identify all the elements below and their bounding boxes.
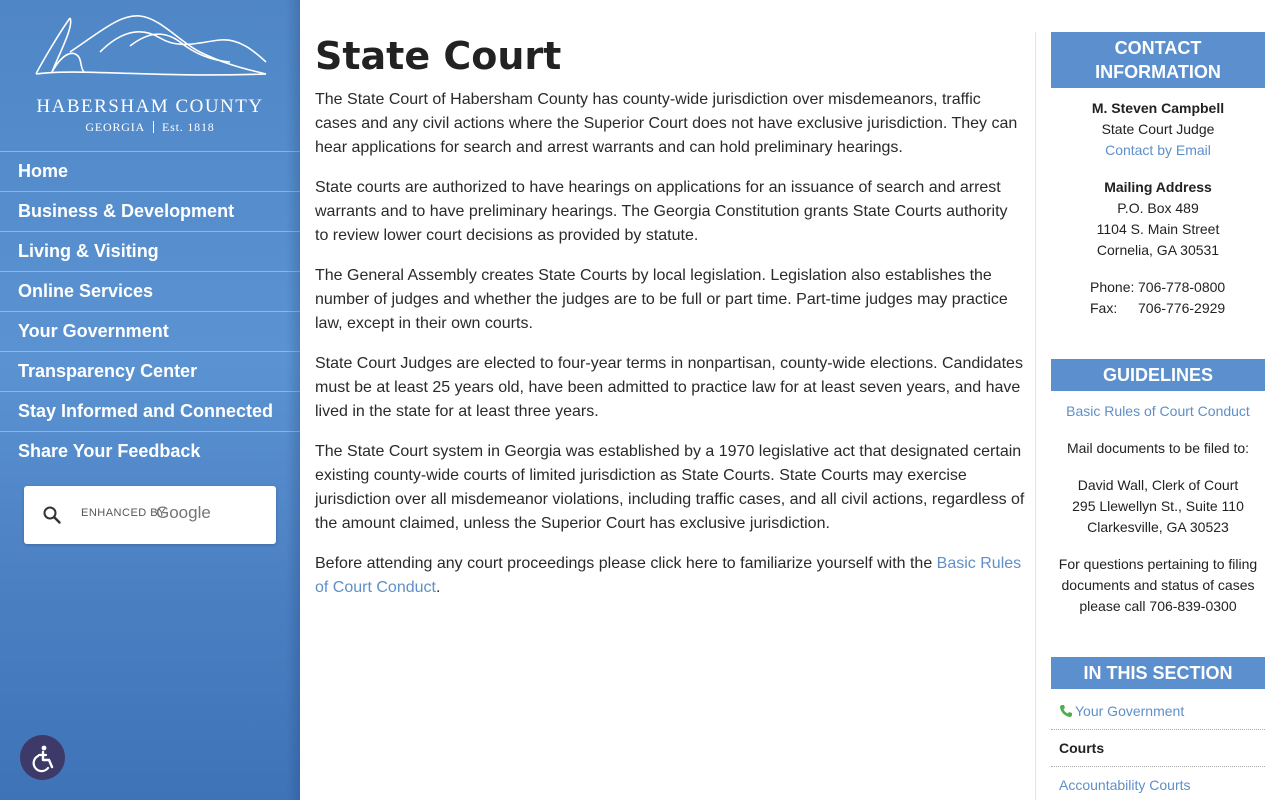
paragraph-jurisdiction: The State Court of Habersham County has county-wide jurisdiction over misdemeanors, traffic cases and any civil actions where the Superior Court does not have exclusive jurisdiction. They can hear applications for search and arrest warrants and can hold preliminary hearings. xyxy=(315,91,1018,156)
phone-label: Phone: xyxy=(1090,279,1135,295)
guidelines-info xyxy=(1051,391,1265,617)
phone-number[interactable]: 706-778-0800 xyxy=(1138,279,1226,295)
section-item-your-government[interactable] xyxy=(1051,693,1265,730)
logo-title: HABERSHAM COUNTY xyxy=(36,96,264,117)
right-sidebar xyxy=(1051,32,1265,800)
logo-subtitle xyxy=(30,120,270,135)
address-line-1: P.O. Box 489 xyxy=(1117,200,1199,216)
accessibility-icon xyxy=(28,743,58,773)
mailing-heading: Mailing Address xyxy=(1104,179,1212,195)
logo-sub-established: Est. 1818 xyxy=(162,120,215,134)
section-item-label: Your Government xyxy=(1075,703,1185,719)
google-brand: Google xyxy=(156,503,211,522)
rules-link[interactable]: Basic Rules of Court Conduct xyxy=(315,555,1022,596)
page-title: State Court xyxy=(315,34,562,78)
in-section-list xyxy=(1051,689,1265,800)
nav-item-online-services[interactable]: Online Services xyxy=(0,271,300,311)
search-box xyxy=(24,486,276,544)
nav-item-stay-informed[interactable]: Stay Informed and Connected xyxy=(0,391,300,431)
nav-item-home[interactable]: Home xyxy=(0,151,300,191)
logo-sub-state: GEORGIA xyxy=(85,120,146,134)
fax-number: 706-776-2929 xyxy=(1138,300,1226,316)
contact-heading: CONTACT INFORMATION xyxy=(1051,32,1265,88)
sidebar xyxy=(0,0,300,800)
fax-label: Fax: xyxy=(1090,300,1118,316)
contact-email-link[interactable]: Contact by Email xyxy=(1105,142,1211,158)
column-divider xyxy=(1035,32,1036,800)
address-line-2: 1104 S. Main Street xyxy=(1096,221,1220,237)
guidelines-heading: GUIDELINES xyxy=(1051,359,1265,391)
address-line-3: Cornelia, GA 30531 xyxy=(1096,242,1220,258)
paragraph-authority: State courts are authorized to have hearings on applications for an issuance of search and arrest warrants and to have preliminary hearings. The Georgia Constitution grants State Courts authority to review lower court decisions as provided by statute. xyxy=(315,179,1008,244)
clerk-line-1: David Wall, Clerk of Court xyxy=(1077,477,1239,493)
judge-name: M. Steven Campbell xyxy=(1091,100,1225,116)
section-item-courts[interactable]: Courts xyxy=(1051,730,1265,767)
nav-item-your-government[interactable]: Your Government xyxy=(0,311,300,351)
accessibility-button[interactable] xyxy=(20,735,65,780)
county-logo[interactable] xyxy=(30,12,270,142)
search-input[interactable] xyxy=(80,503,260,527)
contact-info xyxy=(1051,88,1265,319)
paragraph-history: The State Court system in Georgia was established by a 1970 legislative act that designated certain existing county-wide courts of limited jurisdiction as State Courts. State Courts may exercise jurisdiction over all misdemeanor violations, including traffic cases, and all civil actions, regardless of the amount claimed, unless the Superior Court has exclusive jurisdiction. xyxy=(315,443,1025,532)
rules-end-text: . xyxy=(435,579,441,596)
search-icon[interactable] xyxy=(42,505,62,525)
in-section-heading: IN THIS SECTION xyxy=(1051,657,1265,689)
judge-role: State Court Judge xyxy=(1101,121,1215,137)
main-nav xyxy=(0,151,300,471)
mountain-logo-icon xyxy=(30,12,270,92)
logo-sub-divider xyxy=(153,121,154,133)
rules-intro-text: Before attending any court proceedings please click here to familiarize yourself with the xyxy=(315,555,937,572)
clerk-line-3: Clarkesville, GA 30523 xyxy=(1087,519,1229,535)
main-content xyxy=(315,32,1025,616)
clerk-line-2: 295 Llewellyn St., Suite 110 xyxy=(1072,498,1244,514)
paragraph-legislation: The General Assembly creates State Courts by local legislation. Legislation also establishes the number of judges and whether the judges are to be full or part time. Part-time judges may practice law, except in their own courts. xyxy=(315,267,1008,332)
guidelines-rules-link[interactable]: Basic Rules of Court Conduct xyxy=(1066,403,1250,419)
nav-item-share-feedback[interactable]: Share Your Feedback xyxy=(0,431,300,471)
nav-item-business-development[interactable]: Business & Development xyxy=(0,191,300,231)
search-enhanced-by: ENHANCED BY xyxy=(81,507,166,519)
questions-text: For questions pertaining to filing documents and status of cases please call 706-839-0300 xyxy=(1058,556,1258,614)
paragraph-rules xyxy=(315,552,1025,600)
section-item-accountability-courts[interactable]: Accountability Courts xyxy=(1051,767,1265,800)
fax-row xyxy=(1051,298,1265,319)
nav-item-living-visiting[interactable]: Living & Visiting xyxy=(0,231,300,271)
phone-icon xyxy=(1059,695,1073,709)
phone-row xyxy=(1051,277,1265,298)
nav-item-transparency-center[interactable]: Transparency Center xyxy=(0,351,300,391)
mail-documents-text: Mail documents to be filed to: xyxy=(1066,440,1250,456)
paragraph-judges: State Court Judges are elected to four-year terms in nonpartisan, county-wide elections. Candidates must be at least 25 years old, have been admitted to practice law for at least seven years, and have lived in the state for at least three years. xyxy=(315,355,1023,420)
